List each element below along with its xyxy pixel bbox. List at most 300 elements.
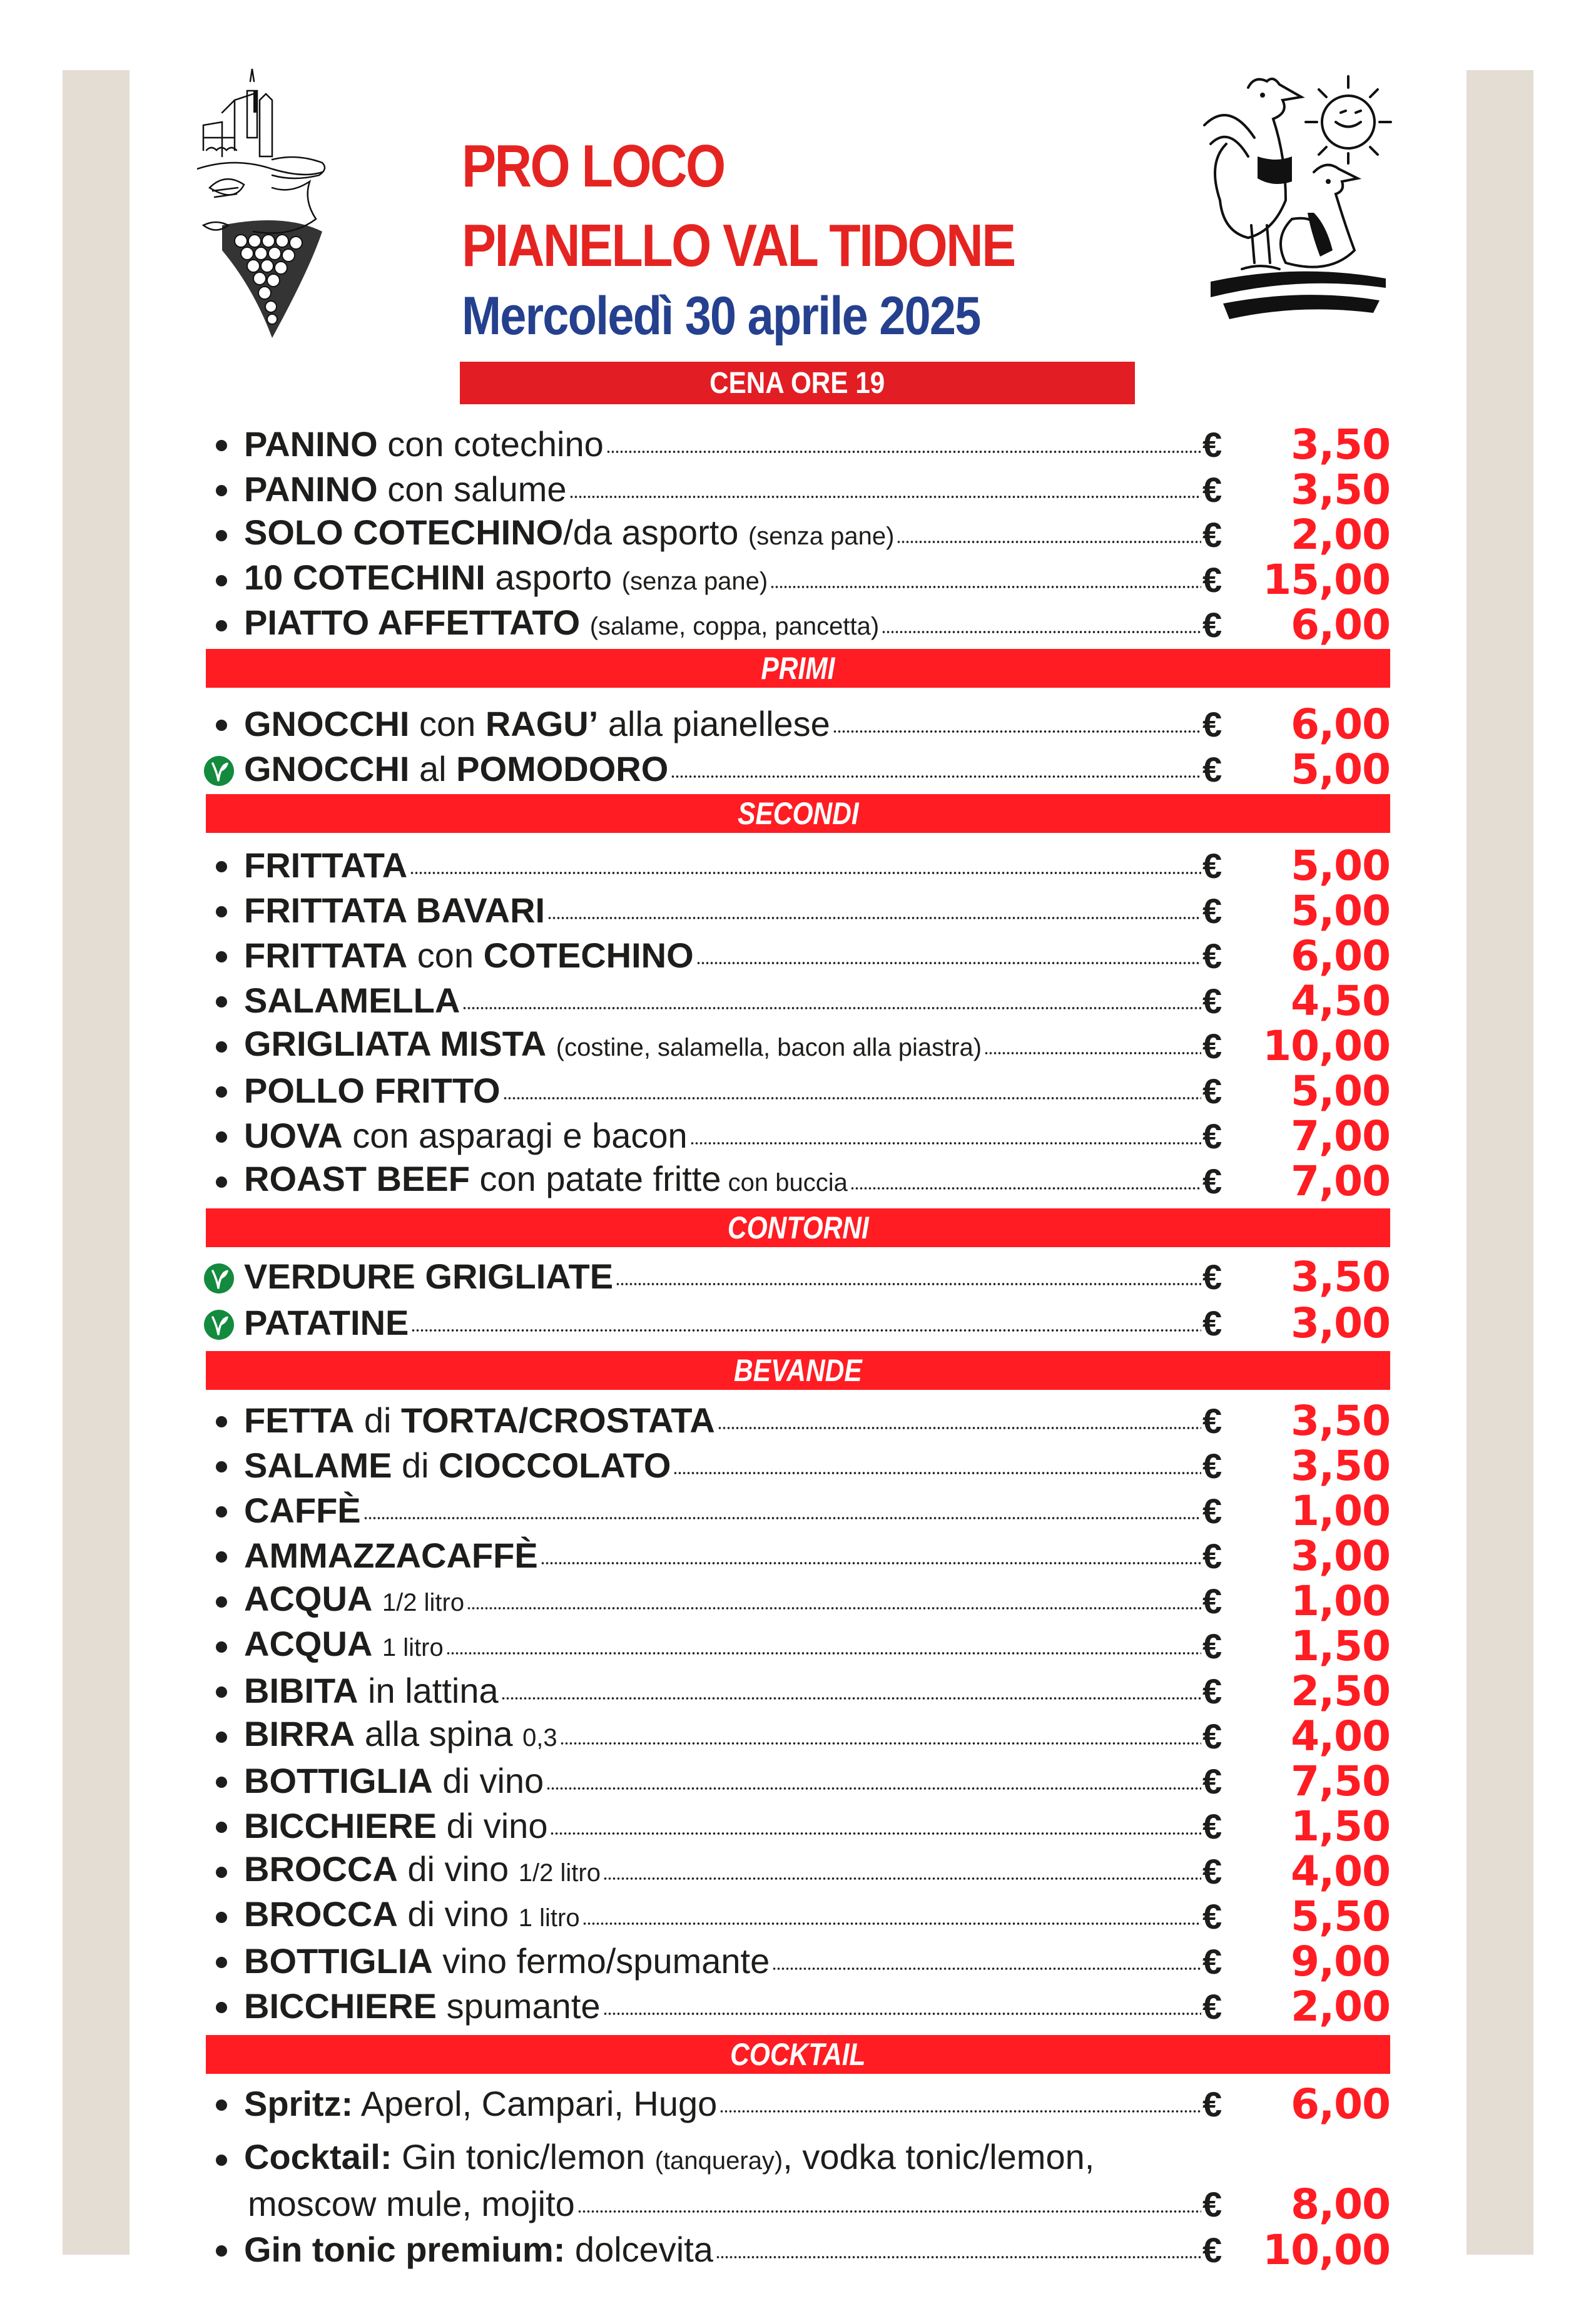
item-price: 5,50 xyxy=(1291,1892,1390,1941)
item-name-regular: spumante xyxy=(437,1986,601,2026)
bullet-icon xyxy=(216,1416,227,1427)
item-price: 6,00 xyxy=(1291,931,1390,980)
vegan-marker xyxy=(206,747,244,792)
item-price: 1,50 xyxy=(1291,1621,1390,1670)
menu-item xyxy=(206,1113,1390,1158)
item-name-bold: PIATTO AFFETTATO xyxy=(244,603,581,642)
menu-item xyxy=(206,512,1390,557)
bullet-icon xyxy=(216,575,227,586)
left-decorative-band xyxy=(63,70,130,2255)
menu-item xyxy=(206,1758,1390,1803)
item-name xyxy=(244,888,545,933)
event-date: Mercoledì 30 aprile 2025 xyxy=(462,286,980,346)
item-name-bold: SALAMELLA xyxy=(244,981,460,1020)
item-name-regular: in lattina xyxy=(358,1671,499,1710)
item-name-bold: BROCCA xyxy=(244,1894,398,1934)
item-price: 8,00 xyxy=(1291,2180,1390,2228)
menu-item xyxy=(206,1939,1390,1984)
item-name xyxy=(244,1803,547,1849)
bullet-icon xyxy=(216,2155,227,2166)
dot-leader xyxy=(897,538,1201,546)
item-name xyxy=(244,1668,499,1713)
item-name-bold: AMMAZZACAFFÈ xyxy=(244,1536,538,1575)
menu-item xyxy=(206,602,1390,647)
euro-sign: € xyxy=(1202,1851,1222,1891)
section-header-secondi xyxy=(206,794,1390,833)
euro-sign: € xyxy=(1202,1257,1222,1297)
menu-item xyxy=(206,1443,1390,1488)
item-price: 1,50 xyxy=(1291,1802,1390,1850)
item-name-regular: con salume xyxy=(377,469,567,509)
bullet-icon xyxy=(216,996,227,1008)
bullet xyxy=(206,1713,244,1758)
item-name-bold: BIRRA xyxy=(244,1714,355,1753)
euro-sign: € xyxy=(1202,1400,1222,1441)
item-price: 3,50 xyxy=(1291,1396,1390,1445)
item-name-bold: FRITTATA BAVARI xyxy=(244,890,546,930)
dot-leader xyxy=(850,1185,1201,1192)
item-name-bold: CIOCCOLATO xyxy=(439,1446,671,1485)
menu-item xyxy=(206,1713,1390,1758)
item-price: 4,00 xyxy=(1291,1847,1390,1895)
bullet-icon xyxy=(216,2099,227,2111)
euro-sign: € xyxy=(1202,749,1222,789)
item-name-regular: dolcevita xyxy=(565,2230,713,2269)
item-name-bold: BOTTIGLIA xyxy=(244,1761,433,1800)
menu-item xyxy=(206,422,1390,467)
item-name xyxy=(244,1847,601,1895)
bullet xyxy=(206,933,244,978)
euro-sign: € xyxy=(1202,1491,1222,1531)
euro-sign: € xyxy=(1202,2184,1222,2224)
bullet xyxy=(206,1578,244,1623)
item-price: 3,50 xyxy=(1291,465,1390,514)
item-name xyxy=(244,1758,544,1803)
vegan-leaf-icon xyxy=(203,755,235,787)
item-note: (senza pane) xyxy=(748,523,895,550)
bullet xyxy=(206,2227,244,2272)
bullet xyxy=(206,512,244,557)
dot-leader xyxy=(462,1004,1201,1012)
dot-leader xyxy=(546,1785,1201,1792)
euro-sign: € xyxy=(1202,605,1222,645)
bullet xyxy=(206,2081,244,2126)
section-title: CONTORNI xyxy=(727,1210,869,1245)
bullet-icon xyxy=(216,2245,227,2257)
item-name-bold: GNOCCHI xyxy=(244,704,410,743)
item-name xyxy=(244,1398,715,1443)
item-name-regular xyxy=(372,1624,382,1663)
dot-leader xyxy=(501,1695,1201,1702)
item-name-regular: /da asporto xyxy=(563,513,748,552)
bullet xyxy=(206,1398,244,1443)
menu-item xyxy=(206,1623,1390,1668)
item-name-regular: con patate fritte xyxy=(469,1159,721,1198)
bullet xyxy=(206,1623,244,1668)
dot-leader xyxy=(560,1740,1201,1747)
menu-item xyxy=(206,2081,1390,2126)
dot-leader xyxy=(569,493,1201,501)
bullet xyxy=(206,1023,244,1068)
menu-item xyxy=(206,888,1390,933)
menu-item xyxy=(206,1398,1390,1443)
bullet-icon xyxy=(216,1461,227,1472)
euro-sign: € xyxy=(1202,2230,1222,2270)
bullet-icon xyxy=(216,1131,227,1143)
item-name-bold: TORTA/CROSTATA xyxy=(400,1400,715,1440)
section-header-contorni xyxy=(206,1208,1390,1247)
item-name xyxy=(244,1712,557,1760)
dot-leader xyxy=(616,1280,1201,1288)
euro-sign: € xyxy=(1202,1071,1222,1111)
item-note: 1/2 litro xyxy=(382,1589,465,1616)
dot-leader xyxy=(696,959,1201,967)
euro-sign: € xyxy=(1202,1986,1222,2026)
dot-leader xyxy=(541,1559,1201,1567)
item-name-bold: CAFFÈ xyxy=(244,1491,361,1530)
item-name xyxy=(244,2081,717,2126)
menu-item xyxy=(206,1578,1390,1623)
bullet xyxy=(206,701,244,747)
section-title: SECONDI xyxy=(737,796,859,831)
item-price: 3,00 xyxy=(1291,1298,1390,1347)
item-name-regular: con cotechino xyxy=(377,424,604,464)
item-name-bold: BICCHIERE xyxy=(244,1806,437,1845)
menu-item xyxy=(206,747,1390,792)
item-note: 1/2 litro xyxy=(518,1859,601,1887)
item-price: 7,50 xyxy=(1291,1757,1390,1805)
bullet-icon xyxy=(216,720,227,731)
bullet-icon xyxy=(216,1641,227,1653)
item-name-regular: vino fermo/spumante xyxy=(432,1941,770,1981)
menu-item xyxy=(206,1984,1390,2029)
item-price: 5,00 xyxy=(1291,841,1390,890)
item-name-bold: POLLO FRITTO xyxy=(244,1071,501,1110)
bullet-icon xyxy=(216,1176,227,1188)
rooster-hen-sun-illustration xyxy=(1198,63,1398,344)
item-note: 1 litro xyxy=(518,1904,580,1932)
dot-leader xyxy=(716,2253,1201,2261)
item-note: (tanqueray) xyxy=(654,2147,783,2175)
dot-leader xyxy=(410,869,1201,877)
item-name-bold: ACQUA xyxy=(244,1579,373,1618)
item-name xyxy=(244,600,879,649)
euro-sign: € xyxy=(1202,469,1222,509)
bullet-icon xyxy=(216,1777,227,1788)
bullet-icon xyxy=(216,1732,227,1743)
item-name-regular: di vino xyxy=(397,1849,519,1889)
item-name-bold: Gin tonic premium: xyxy=(244,2230,566,2269)
item-name xyxy=(244,422,604,467)
item-name-bold: FRITTATA xyxy=(244,845,408,885)
item-name xyxy=(244,2135,1094,2183)
item-note: (salame, coppa, pancetta) xyxy=(589,613,880,640)
item-name-regular xyxy=(546,1024,556,1063)
dot-leader xyxy=(671,773,1201,780)
item-price: 3,50 xyxy=(1291,420,1390,469)
vegan-marker xyxy=(206,1300,244,1345)
section-header-primi xyxy=(206,649,1390,688)
euro-sign: € xyxy=(1202,2084,1222,2124)
item-name-continued: moscow mule, mojito xyxy=(248,2184,575,2223)
dot-leader xyxy=(446,1650,1201,1657)
right-decorative-band xyxy=(1466,70,1533,2255)
item-name-regular xyxy=(372,1579,382,1618)
item-name-regular: di vino xyxy=(437,1806,548,1845)
bullet xyxy=(206,1533,244,1578)
section-header-cocktail xyxy=(206,2035,1390,2074)
dot-leader xyxy=(363,1514,1201,1522)
item-name-bold: POMODORO xyxy=(456,749,669,788)
bullet xyxy=(206,602,244,647)
bullet-icon xyxy=(216,2002,227,2013)
bullet-icon xyxy=(216,1086,227,1098)
item-name-bold: Cocktail: xyxy=(244,2137,392,2176)
item-price: 2,00 xyxy=(1291,1982,1390,2031)
item-name-bold: Spritz: xyxy=(244,2084,353,2123)
menu-item xyxy=(206,1488,1390,1533)
item-price: 3,50 xyxy=(1291,1441,1390,1490)
menu-item xyxy=(206,978,1390,1023)
title-line-1: PRO LOCO xyxy=(462,133,724,200)
item-name-bold: BIBITA xyxy=(244,1671,358,1710)
menu-item xyxy=(206,1300,1390,1345)
menu-item xyxy=(206,1894,1390,1939)
bullet-icon xyxy=(216,951,227,962)
item-name xyxy=(244,701,830,747)
euro-sign: € xyxy=(1202,1671,1222,1711)
menu-item xyxy=(206,1668,1390,1713)
euro-sign: € xyxy=(1202,1303,1222,1343)
bullet xyxy=(206,1984,244,2029)
bullet xyxy=(206,1068,244,1113)
bullet xyxy=(206,978,244,1023)
item-note: 1 litro xyxy=(382,1634,444,1661)
bullet xyxy=(206,2136,244,2181)
menu-item xyxy=(206,1803,1390,1849)
item-name xyxy=(244,555,768,604)
item-name xyxy=(244,1576,464,1625)
dot-leader xyxy=(984,1049,1201,1057)
item-name-regular: con xyxy=(409,704,485,743)
bullet-icon xyxy=(216,861,227,872)
item-price: 7,00 xyxy=(1291,1156,1390,1205)
item-name xyxy=(244,1300,409,1345)
bullet-icon xyxy=(216,1551,227,1563)
item-name-regular: di vino xyxy=(432,1761,544,1800)
item-name-regular: alla spina xyxy=(355,1714,523,1753)
euro-sign: € xyxy=(1202,1116,1222,1156)
euro-sign: € xyxy=(1202,1716,1222,1756)
dot-leader xyxy=(606,448,1201,456)
item-price: 3,00 xyxy=(1291,1531,1390,1580)
bullet xyxy=(206,1939,244,1984)
item-name-bold: PANINO xyxy=(244,469,378,509)
item-name-bold: GRIGLIATA MISTA xyxy=(244,1024,547,1063)
item-name-bold: ROAST BEEF xyxy=(244,1159,470,1198)
dot-leader xyxy=(547,914,1201,922)
dot-leader xyxy=(690,1140,1201,1147)
item-note: (senza pane) xyxy=(621,568,768,595)
euro-sign: € xyxy=(1202,424,1222,464)
euro-sign: € xyxy=(1202,890,1222,931)
item-price: 2,00 xyxy=(1291,510,1390,559)
vegan-marker xyxy=(206,1254,244,1299)
item-name-bold: COTECHINO xyxy=(483,936,694,975)
item-name-regular: Aperol, Campari, Hugo xyxy=(353,2084,718,2123)
item-note: con buccia xyxy=(721,1169,848,1196)
dot-leader xyxy=(882,628,1201,636)
title-line-2: PIANELLO VAL TIDONE xyxy=(462,212,1015,279)
menu-item xyxy=(206,2136,1390,2181)
dinner-time-banner xyxy=(460,362,1135,404)
item-name xyxy=(244,2227,713,2272)
item-price: 2,50 xyxy=(1291,1666,1390,1715)
item-price: 6,00 xyxy=(1291,2079,1390,2128)
item-price: 4,00 xyxy=(1291,1712,1390,1760)
dot-leader xyxy=(833,728,1201,735)
euro-sign: € xyxy=(1202,1026,1222,1066)
menu-item-continuation xyxy=(206,2181,1390,2227)
item-name-regular: Gin tonic/lemon xyxy=(392,2137,655,2176)
bullet xyxy=(206,467,244,512)
village-grapes-illustration xyxy=(197,63,385,344)
bullet xyxy=(206,1488,244,1533)
bullet-icon xyxy=(216,1041,227,1053)
item-name xyxy=(244,510,894,559)
item-price: 10,00 xyxy=(1263,1021,1390,1070)
bullet-icon xyxy=(216,440,227,451)
dot-leader xyxy=(603,1875,1201,1882)
bullet xyxy=(206,1849,244,1894)
item-note: 0,3 xyxy=(522,1724,557,1752)
euro-sign: € xyxy=(1202,1161,1222,1201)
bullet-icon xyxy=(216,485,227,496)
dot-leader xyxy=(770,583,1201,591)
item-note: (costine, salamella, bacon alla piastra) xyxy=(556,1034,982,1061)
bullet xyxy=(206,1803,244,1849)
euro-sign: € xyxy=(1202,1446,1222,1486)
item-name xyxy=(244,1156,848,1205)
item-price: 5,00 xyxy=(1291,886,1390,935)
item-name-regular: di vino xyxy=(397,1894,519,1934)
item-price: 10,00 xyxy=(1263,2225,1390,2274)
item-name xyxy=(244,1443,671,1488)
bullet xyxy=(206,1158,244,1203)
euro-sign: € xyxy=(1202,1806,1222,1846)
dot-leader xyxy=(467,1605,1201,1612)
dot-leader xyxy=(772,1965,1201,1972)
item-price: 6,00 xyxy=(1291,700,1390,748)
item-name-regular: di xyxy=(392,1446,439,1485)
menu-item xyxy=(206,1023,1390,1068)
item-name xyxy=(244,1488,361,1533)
item-name-bold: 10 COTECHINI xyxy=(244,558,485,597)
item-price: 1,00 xyxy=(1291,1486,1390,1535)
section-title: PRIMI xyxy=(761,651,835,686)
dot-leader xyxy=(503,1094,1201,1102)
item-name xyxy=(244,933,694,978)
menu-item xyxy=(206,701,1390,747)
item-name-bold: BOTTIGLIA xyxy=(244,1941,433,1981)
euro-sign: € xyxy=(1202,845,1222,885)
item-price: 6,00 xyxy=(1291,600,1390,649)
item-name xyxy=(244,843,407,888)
bullet xyxy=(206,557,244,602)
menu-item xyxy=(206,557,1390,602)
bullet-icon xyxy=(216,530,227,541)
item-name xyxy=(244,1254,613,1299)
dot-leader xyxy=(718,1424,1201,1432)
bullet-icon xyxy=(216,1596,227,1608)
item-name-bold: BROCCA xyxy=(244,1849,398,1889)
item-name-bold: PATATINE xyxy=(244,1303,409,1342)
item-price: 4,50 xyxy=(1291,976,1390,1025)
bullet xyxy=(206,422,244,467)
euro-sign: € xyxy=(1202,1761,1222,1801)
dot-leader xyxy=(582,1920,1201,1927)
bullet-icon xyxy=(216,906,227,917)
bullet-icon xyxy=(216,620,227,631)
item-price: 7,00 xyxy=(1291,1111,1390,1160)
bullet-icon xyxy=(216,1686,227,1698)
section-header-bevande xyxy=(206,1351,1390,1390)
bullet xyxy=(206,1443,244,1488)
dot-leader xyxy=(577,2208,1201,2215)
euro-sign: € xyxy=(1202,514,1222,554)
euro-sign: € xyxy=(1202,936,1222,976)
item-name xyxy=(244,978,460,1023)
menu-item xyxy=(206,843,1390,888)
item-name-bold: GNOCCHI xyxy=(244,749,410,788)
item-name-regular xyxy=(580,603,590,642)
dot-leader xyxy=(719,2108,1201,2115)
section-title: COCKTAIL xyxy=(730,2037,866,2072)
euro-sign: € xyxy=(1202,1536,1222,1576)
item-name-bold: PANINO xyxy=(244,424,378,464)
item-price: 5,00 xyxy=(1291,1066,1390,1115)
item-name xyxy=(244,1621,444,1670)
item-price: 3,50 xyxy=(1291,1252,1390,1301)
item-price: 9,00 xyxy=(1291,1937,1390,1986)
bullet-icon xyxy=(216,1957,227,1968)
item-name xyxy=(244,1984,601,2029)
bullet xyxy=(206,843,244,888)
bullet-icon xyxy=(216,1867,227,1878)
euro-sign: € xyxy=(1202,1626,1222,1666)
indent xyxy=(206,2181,244,2227)
dinner-time-label: CENA ORE 19 xyxy=(709,366,885,400)
dot-leader xyxy=(411,1327,1201,1334)
bullet-icon xyxy=(216,1912,227,1923)
menu-item xyxy=(206,1254,1390,1299)
dot-leader xyxy=(550,1830,1201,1837)
euro-sign: € xyxy=(1202,1581,1222,1621)
item-name-regular: di xyxy=(354,1400,401,1440)
menu-item xyxy=(206,933,1390,978)
item-name-bold: VERDURE GRIGLIATE xyxy=(244,1257,614,1296)
item-name xyxy=(244,1068,501,1113)
item-name-regular: asporto xyxy=(485,558,622,597)
item-name-bold: UOVA xyxy=(244,1116,343,1155)
item-name-regular: alla pianellese xyxy=(598,704,830,743)
bullet xyxy=(206,1668,244,1713)
euro-sign: € xyxy=(1202,559,1222,599)
item-name-bold: FRITTATA xyxy=(244,936,408,975)
bullet xyxy=(206,888,244,933)
bullet xyxy=(206,1758,244,1803)
bullet xyxy=(206,1894,244,1939)
